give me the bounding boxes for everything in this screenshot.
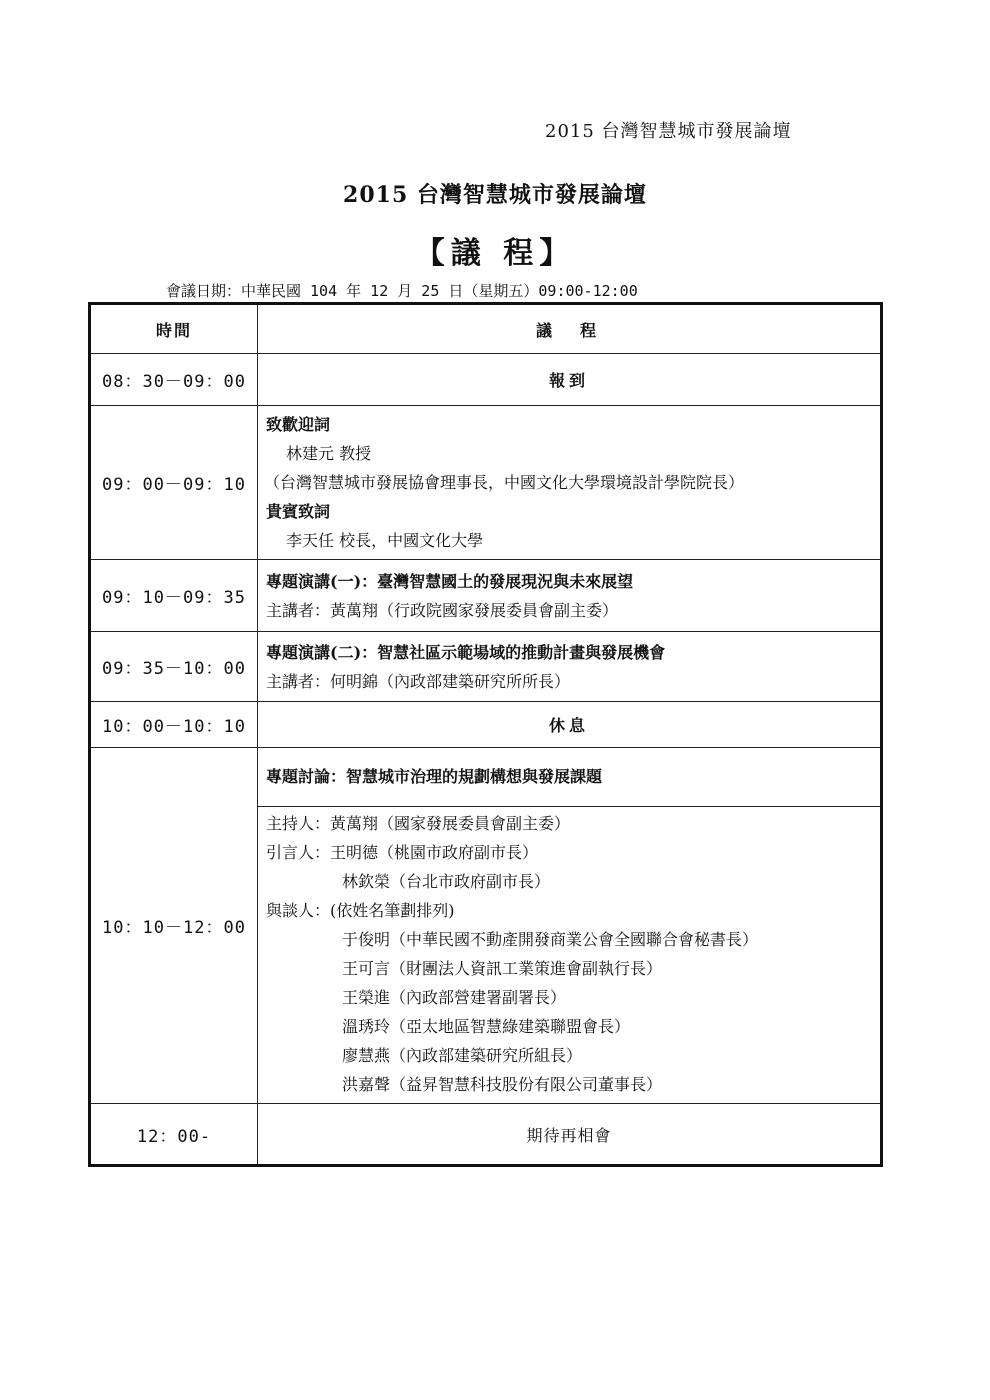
time-cell: 10：00－10：10: [90, 702, 258, 748]
table-row: [90, 702, 882, 748]
time-cell: 09：10－09：35: [90, 560, 258, 632]
agenda-heading: 【議 程】: [414, 236, 576, 271]
speaker-name: 林建元 教授: [286, 444, 372, 463]
panelist: 溫琇玲（亞太地區智慧綠建築聯盟會長）: [342, 1017, 631, 1036]
keynote-title: 專題演講(一)：臺灣智慧國土的發展現況與未來展望: [266, 571, 634, 591]
panelist: 于俊明（中華民國不動產開發商業公會全國聯合會秘書長）: [342, 930, 759, 949]
panelist: 王榮進（內政部營建署副署長）: [342, 988, 567, 1007]
guest-heading: 貴賓致詞: [266, 502, 331, 521]
time-cell: 10：10－12：00: [90, 748, 258, 1104]
table-row: [90, 406, 882, 560]
panelist: 洪嘉聲（益昇智慧科技股份有限公司董事長）: [342, 1075, 663, 1094]
moderator: 主持人：黃萬翔（國家發展委員會副主委）: [266, 814, 571, 833]
table-header-row: [90, 304, 882, 354]
agenda-item: [258, 560, 882, 632]
introducer: 引言人：王明德（桃園市政府副市長）: [266, 843, 539, 862]
meeting-date: 會議日期：中華民國 104 年 12 月 25 日（星期五）09:00-12:00: [166, 282, 638, 300]
table-row: [90, 354, 882, 406]
agenda-item: [258, 748, 882, 1104]
welcome-heading: 致歡迎詞: [266, 415, 331, 434]
panelist: 廖慧燕（內政部建築研究所組長）: [342, 1046, 583, 1065]
time-cell: 08：30－09：00: [90, 354, 258, 406]
table-row: [90, 1104, 882, 1166]
agenda-item: 期待再相會: [258, 1104, 882, 1166]
agenda-item: [258, 632, 882, 702]
introducer: 林欽榮（台北市政府副市長）: [342, 872, 551, 891]
time-cell: 09：35－10：00: [90, 632, 258, 702]
panelists-heading: 與談人：(依姓名筆劃排列): [266, 901, 455, 920]
agenda-item: 休息: [258, 702, 882, 748]
agenda-item: 報到: [258, 354, 882, 406]
keynote-speaker: 主講者：何明錦（內政部建築研究所所長）: [266, 671, 571, 691]
keynote-title: 專題演講(二)：智慧社區示範場域的推動計畫與發展機會: [266, 642, 666, 662]
agenda-table: [88, 302, 883, 1167]
table-row: [90, 632, 882, 702]
header-time: 時間: [90, 304, 258, 354]
panel-topic: 專題討論：智慧城市治理的規劃構想與發展課題: [266, 767, 603, 786]
keynote-speaker: 主講者：黃萬翔（行政院國家發展委員會副主委）: [266, 600, 619, 620]
guest-name: 李天任 校長，中國文化大學: [286, 531, 484, 550]
document-title: 2015 台灣智慧城市發展論壇: [343, 182, 647, 208]
header-agenda: 議 程: [258, 304, 882, 354]
table-row: [90, 748, 882, 1104]
panelist: 王可言（財團法人資訊工業策進會副執行長）: [342, 959, 663, 978]
running-header: 2015 台灣智慧城市發展論壇: [545, 121, 792, 142]
time-cell: 09：00－09：10: [90, 406, 258, 560]
agenda-item: [258, 406, 882, 560]
time-cell: 12：00-: [90, 1104, 258, 1166]
table-row: [90, 560, 882, 632]
speaker-title: （台灣智慧城市發展協會理事長，中國文化大學環境設計學院院長）: [264, 473, 745, 492]
